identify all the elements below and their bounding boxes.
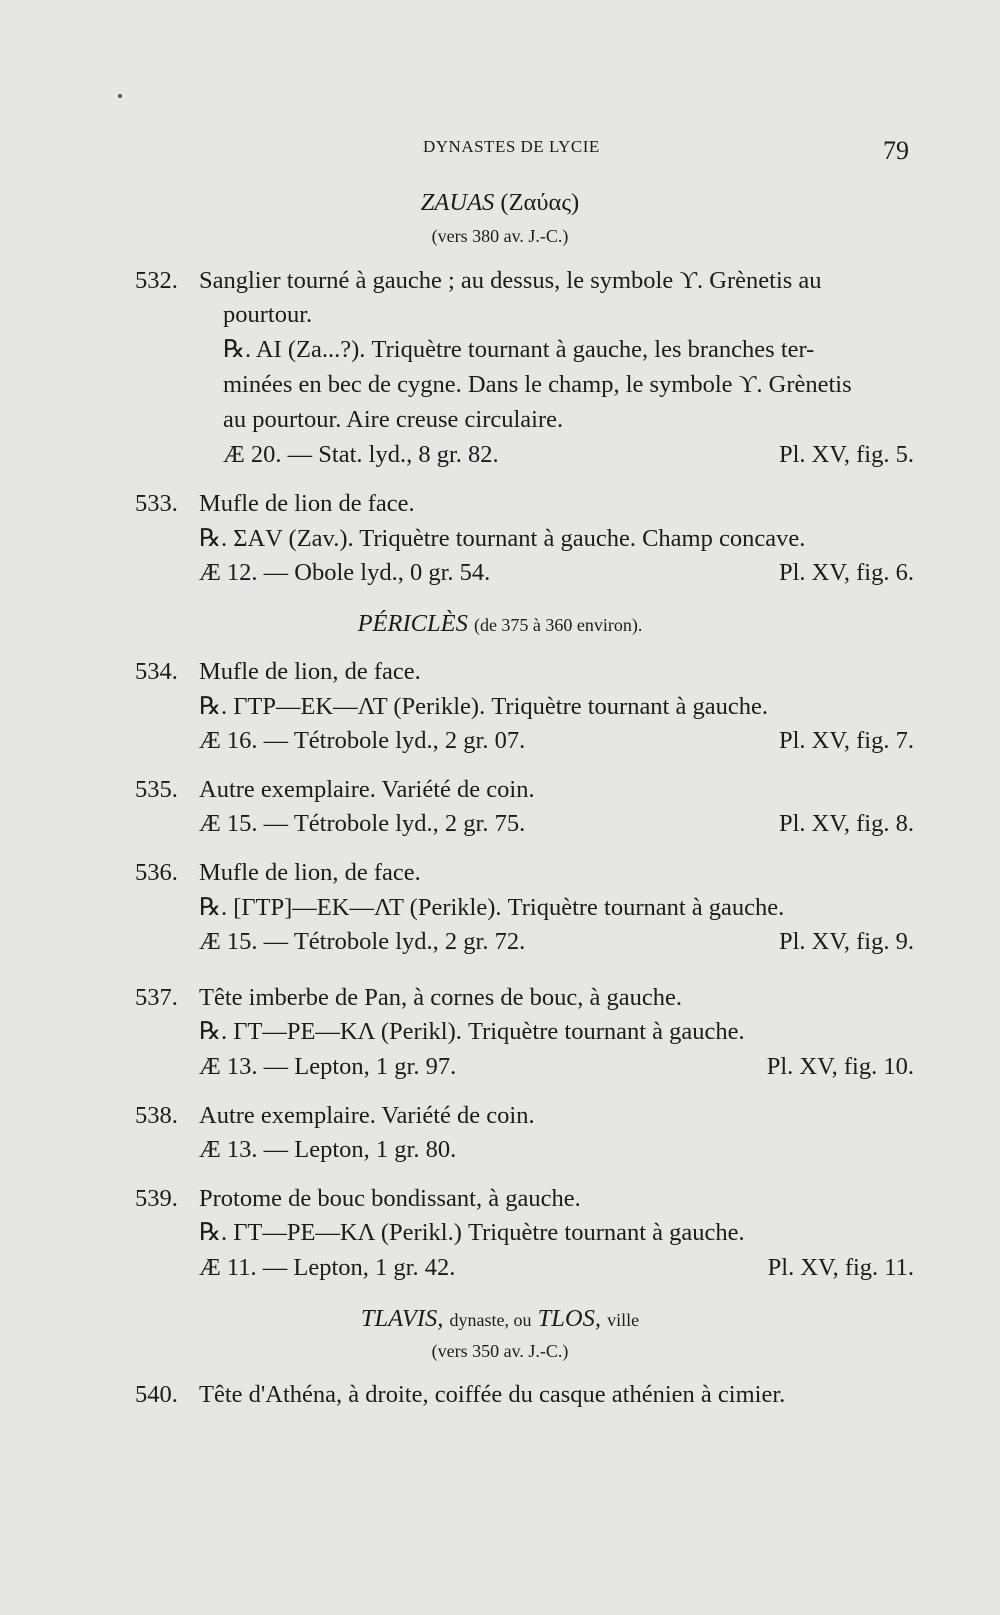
entry-number: 536. (135, 859, 178, 886)
entry-text: ℞. [ΓΤΡ]—ΕΚ—ΛΤ (Perikle). Triquètre tournant à gauche. (199, 894, 785, 921)
ink-speck (118, 94, 122, 98)
entry-text: Mufle de lion de face. (199, 490, 415, 517)
entry-text: Tête d'Athéna, à droite, coiffée du casque athénien à cimier. (199, 1381, 786, 1408)
entry-text: Autre exemplaire. Variété de coin. (199, 776, 535, 803)
entry-text: Æ 15. — Tétrobole lyd., 2 gr. 72. (199, 928, 526, 955)
entry-text: Protome de bouc bondissant, à gauche. (199, 1185, 581, 1212)
entry-text: Mufle de lion, de face. (199, 658, 421, 685)
entry-text: Æ 20. — Stat. lyd., 8 gr. 82. (223, 441, 499, 468)
plate-reference: Pl. XV, fig. 5. (778, 441, 914, 468)
plate-reference: Pl. XV, fig. 6. (778, 559, 914, 586)
entry-number: 538. (135, 1102, 178, 1129)
plate-reference: Pl. XV, fig. 9. (778, 928, 914, 955)
entry-text: pourtour. (223, 301, 313, 328)
entry-text: au pourtour. Aire creuse circulaire. (223, 406, 564, 433)
entry-number: 537. (135, 984, 178, 1011)
entry-number: 533. (135, 490, 178, 517)
plate-reference: Pl. XV, fig. 11. (767, 1254, 914, 1281)
running-header: DYNASTES DE LYCIE (423, 137, 600, 156)
plate-reference: Pl. XV, fig. 7. (778, 727, 914, 754)
entry-text: ℞. ΑΙ (Za...?). Triquètre tournant à gauche, les branches ter- (223, 336, 815, 363)
entry-number: 540. (135, 1381, 178, 1408)
entry-text: Mufle de lion, de face. (199, 859, 421, 886)
section-heading-tlavis: TLAVIS, dynaste, ou TLOS, ville (360, 1305, 640, 1332)
entry-number: 532. (135, 267, 178, 294)
entry-text: Autre exemplaire. Variété de coin. (199, 1102, 535, 1129)
entry-text: ℞. ΓΤ—ΡΕ—ΚΛ (Perikl.) Triquètre tournant à gauche. (199, 1219, 745, 1246)
entry-text: ℞. ΓΤΡ—ΕΚ—ΛΤ (Perikle). Triquètre tournant à gauche. (199, 693, 768, 720)
entry-text: Æ 11. — Lepton, 1 gr. 42. (199, 1254, 456, 1281)
entry-number: 534. (135, 658, 178, 685)
entry-text: Æ 13. — Lepton, 1 gr. 80. (199, 1136, 457, 1163)
entry-number: 539. (135, 1185, 178, 1212)
entry-text: Æ 12. — Obole lyd., 0 gr. 54. (199, 559, 491, 586)
page-number: 79 (883, 136, 909, 165)
entry-number: 535. (135, 776, 178, 803)
section-date-zauas: (vers 380 av. J.-C.) (431, 226, 569, 246)
entry-text: Tête imberbe de Pan, à cornes de bouc, à gauche. (199, 984, 682, 1011)
entry-text: Æ 16. — Tétrobole lyd., 2 gr. 07. (199, 727, 526, 754)
plate-reference: Pl. XV, fig. 10. (766, 1053, 914, 1080)
entry-text: minées en bec de cygne. Dans le champ, le symbole ϒ. Grènetis (223, 371, 852, 398)
entry-text: ℞. ΓΤ—ΡΕ—ΚΛ (Perikl). Triquètre tournant à gauche. (199, 1018, 745, 1045)
entry-text: Æ 15. — Tétrobole lyd., 2 gr. 75. (199, 810, 526, 837)
section-heading-pericles: PÉRICLÈS (de 375 à 360 environ). (357, 610, 643, 637)
section-date-tlavis: (vers 350 av. J.-C.) (431, 1341, 569, 1361)
section-heading-zauas: ZAUAS (Ζαύας) (420, 189, 580, 216)
entry-text: Sanglier tourné à gauche ; au dessus, le symbole ϒ. Grènetis au (199, 267, 822, 294)
plate-reference: Pl. XV, fig. 8. (778, 810, 914, 837)
entry-text: Æ 13. — Lepton, 1 gr. 97. (199, 1053, 457, 1080)
entry-text: ℞. ΣΑV (Zav.). Triquètre tournant à gauche. Champ concave. (199, 525, 806, 552)
